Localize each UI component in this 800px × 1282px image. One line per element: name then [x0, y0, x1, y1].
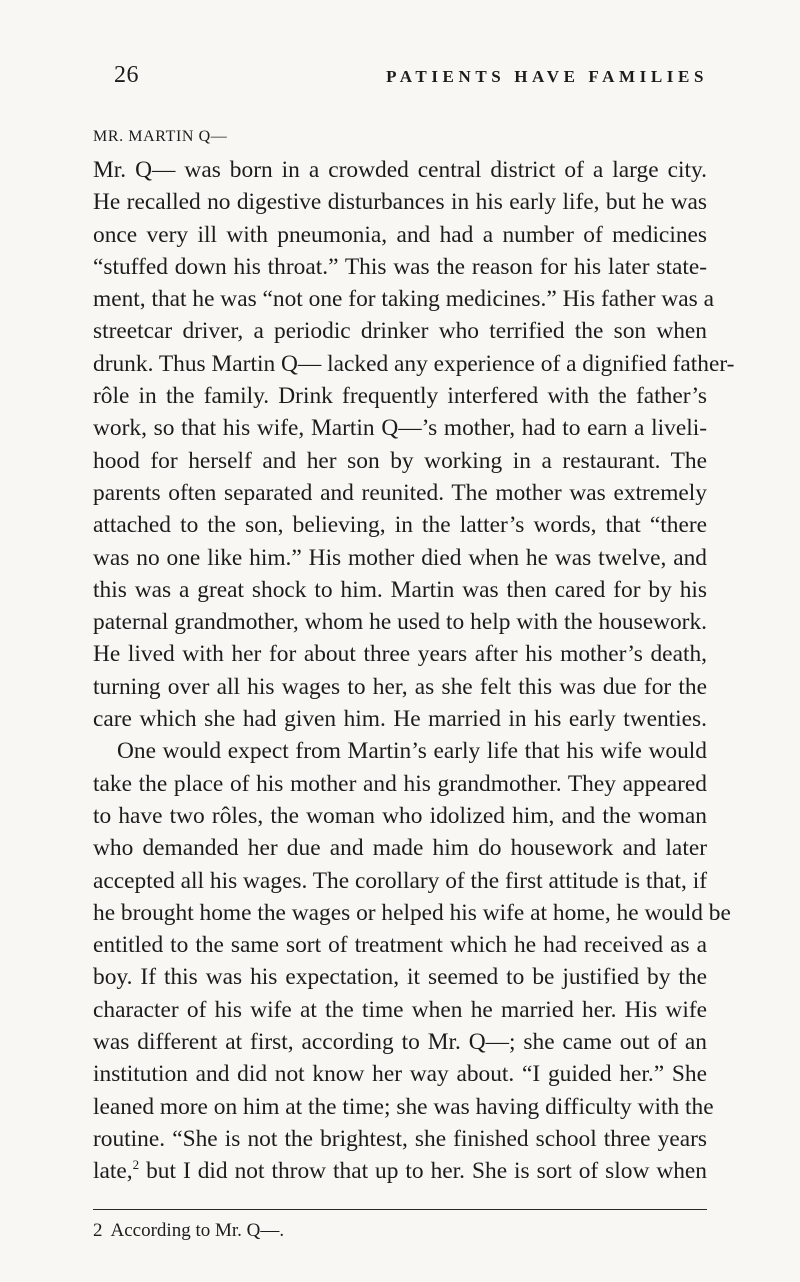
body-line: to have two rôles, the woman who idolized him, and the woman: [93, 802, 707, 829]
section-heading: MR. MARTIN Q—: [93, 128, 228, 145]
body-line: institution and did not know her way about. “I guided her.” She: [93, 1061, 707, 1088]
body-line: care which she had given him. He married in his early twenties.: [93, 706, 707, 733]
body-line: rôle in the family. Drink frequently interfered with the father’s: [93, 383, 707, 410]
footnote-marker: 2: [132, 1157, 140, 1173]
body-line-with-note: [93, 1155, 707, 1187]
body-line: ment, that he was “not one for taking medicines.” His father was a: [93, 286, 714, 313]
body-line: character of his wife at the time when he married her. His wife: [93, 996, 707, 1023]
body-line-prefix: late,: [93, 1158, 133, 1185]
body-line: leaned more on him at the time; she was having difficulty with the: [93, 1093, 714, 1120]
page-header: [100, 62, 708, 96]
body-line: parents often separated and reunited. The mother was extremely: [93, 479, 707, 506]
running-head: PATIENTS HAVE FAMILIES: [386, 67, 708, 86]
body-line: this was a great shock to him. Martin was then cared for by his: [93, 576, 707, 603]
body-line: streetcar driver, a periodic drinker who terrified the son when: [93, 318, 707, 345]
body-line: take the place of his mother and his grandmother. They appeared: [93, 770, 707, 797]
body-line: entitled to the same sort of treatment which he had received as a: [93, 932, 707, 959]
body-line: turning over all his wages to her, as she felt this was due for the: [93, 673, 707, 700]
body-line: work, so that his wife, Martin Q—’s mother, had to earn a liveli-: [93, 415, 707, 442]
body-line: routine. “She is not the brightest, she finished school three years: [93, 1125, 707, 1152]
body-line: but I did not throw that up to her. She is sort of slow when: [146, 1158, 707, 1185]
body-line: He recalled no digestive disturbances in his early life, but he was: [93, 189, 707, 216]
body-line: boy. If this was his expectation, it seemed to be justified by the: [93, 964, 707, 991]
footnote-rule: [93, 1209, 707, 1210]
body-line: was no one like him.” His mother died when he was twelve, and: [93, 544, 707, 571]
footnote: [93, 1220, 284, 1242]
body-line: who demanded her due and made him do housework and later: [93, 835, 707, 862]
body-line: One would expect from Martin’s early life that his wife would: [117, 738, 707, 765]
body-line: paternal grandmother, whom he used to help with the housework.: [93, 609, 707, 636]
body-line: attached to the son, believing, in the latter’s words, that “there: [93, 512, 707, 539]
body-line: he brought home the wages or helped his wife at home, he would be: [93, 899, 731, 926]
footnote-text: According to Mr. Q—.: [110, 1220, 285, 1241]
body-line: accepted all his wages. The corollary of the first attitude is that, if: [93, 867, 708, 894]
body-line: hood for herself and her son by working in a restaurant. The: [93, 447, 707, 474]
body-line: Mr. Q— was born in a crowded central district of a large city.: [93, 157, 707, 183]
page-number: 26: [114, 62, 139, 88]
body-line: drunk. Thus Martin Q— lacked any experience of a dignified father-: [93, 350, 735, 377]
body-line: “stuffed down his throat.” This was the reason for his later state-: [93, 253, 707, 280]
body-text: [93, 154, 735, 1188]
body-line: was different at first, according to Mr. Q—; she came out of an: [93, 1029, 707, 1056]
body-line: once very ill with pneumonia, and had a number of medicines: [93, 221, 707, 248]
footnote-number: 2: [93, 1220, 103, 1241]
body-line: He lived with her for about three years after his mother’s death,: [93, 641, 707, 668]
